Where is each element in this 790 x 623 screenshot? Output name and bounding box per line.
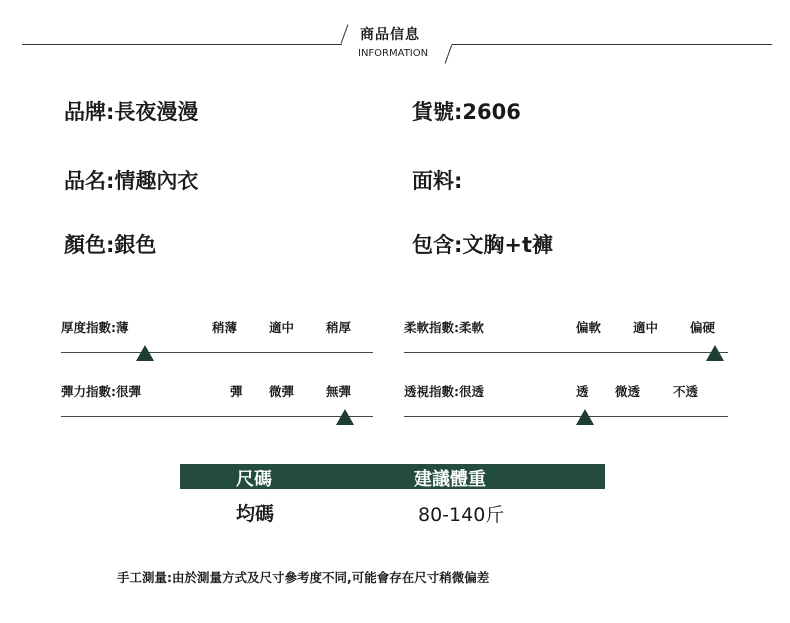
size-table-header bbox=[180, 464, 605, 489]
info-color: 顏色:銀色 bbox=[64, 233, 157, 257]
scale-transparency-option: 不透 bbox=[673, 384, 699, 399]
scale-softness-option: 適中 bbox=[633, 320, 659, 335]
section-subtitle: INFORMATION bbox=[358, 48, 429, 59]
info-fabric: 面料: bbox=[412, 169, 463, 193]
scale-softness-option: 偏軟 bbox=[576, 320, 602, 335]
scale-elasticity-marker bbox=[336, 409, 354, 425]
scale-elasticity-option: 微彈 bbox=[269, 384, 295, 399]
header-rule-left bbox=[22, 44, 342, 45]
size-row-size: 均碼 bbox=[236, 503, 275, 525]
scale-thickness-option: 稍厚 bbox=[326, 320, 352, 335]
scale-softness-bar bbox=[404, 352, 728, 353]
info-name: 品名:情趣內衣 bbox=[64, 169, 199, 193]
scale-transparency-bar bbox=[404, 416, 728, 417]
scale-softness-option: 偏硬 bbox=[690, 320, 716, 335]
scale-elasticity-option: 無彈 bbox=[326, 384, 352, 399]
section-title: 商品信息 bbox=[360, 27, 420, 43]
scale-thickness-option: 稍薄 bbox=[212, 320, 238, 335]
size-header-size: 尺碼 bbox=[236, 469, 272, 490]
scale-transparency-option: 微透 bbox=[615, 384, 641, 399]
scale-transparency-marker bbox=[576, 409, 594, 425]
size-row-weight: 80-140斤 bbox=[418, 504, 505, 526]
scale-elasticity-option: 彈 bbox=[230, 384, 243, 399]
info-brand: 品牌:長夜漫漫 bbox=[64, 100, 199, 124]
scale-transparency-option: 透 bbox=[576, 384, 589, 399]
header-slash-left bbox=[341, 24, 349, 43]
scale-softness-marker bbox=[706, 345, 724, 361]
scale-thickness-bar bbox=[61, 352, 373, 353]
size-header-weight: 建議體重 bbox=[414, 469, 486, 490]
measurement-footnote: 手工測量:由於測量方式及尺寸參考度不同,可能會存在尺寸稍微偏差 bbox=[117, 570, 490, 585]
scale-elasticity-bar bbox=[61, 416, 373, 417]
header-slash-right bbox=[445, 44, 453, 63]
scale-softness-label: 柔軟指數:柔軟 bbox=[404, 320, 484, 335]
scale-elasticity-label: 彈力指數:很彈 bbox=[61, 384, 141, 399]
header-rule-right bbox=[452, 44, 772, 45]
scale-transparency-label: 透視指數:很透 bbox=[404, 384, 484, 399]
scale-thickness-marker bbox=[136, 345, 154, 361]
info-includes: 包含:文胸+t褲 bbox=[412, 233, 554, 257]
scale-thickness-label: 厚度指數:薄 bbox=[61, 320, 129, 335]
scale-thickness-option: 適中 bbox=[269, 320, 295, 335]
info-item-no: 貨號:2606 bbox=[412, 100, 521, 124]
